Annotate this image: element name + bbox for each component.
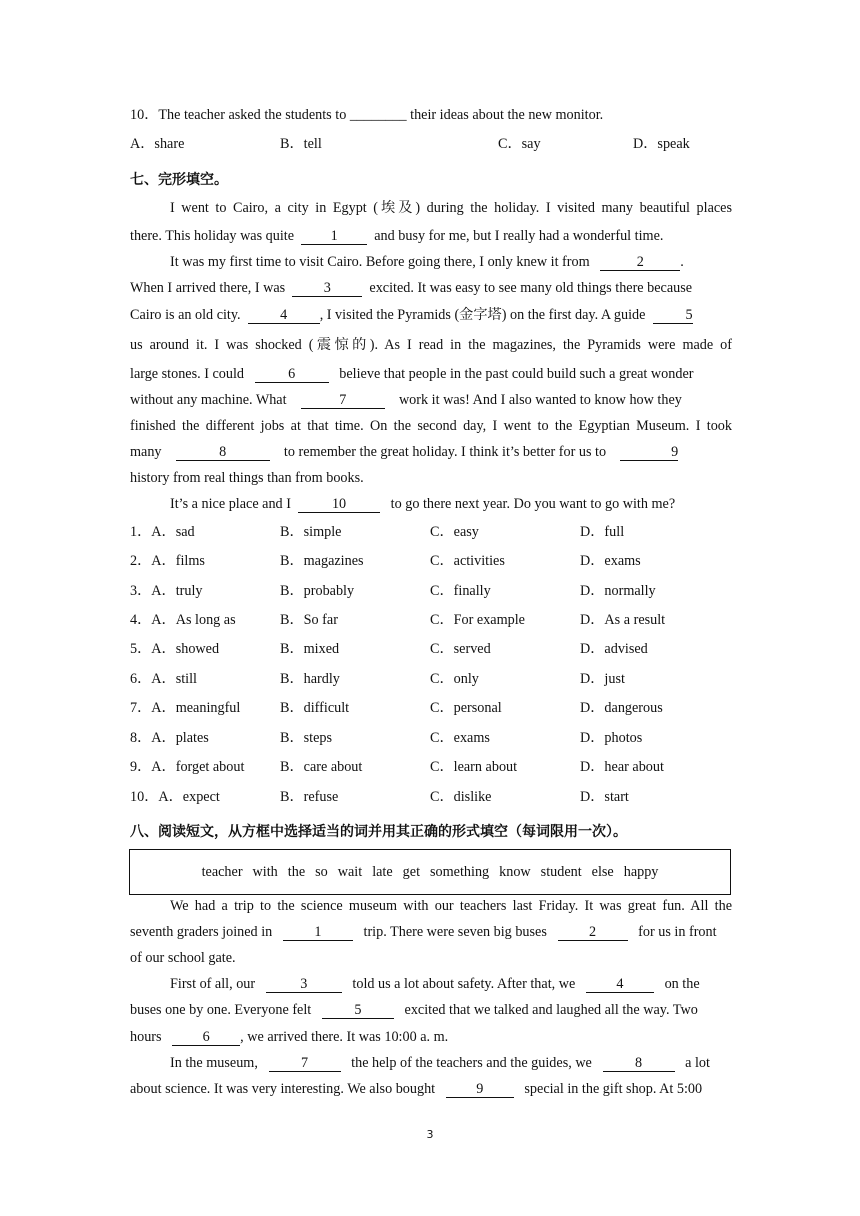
option-row-1-a: 1．A．sad — [130, 524, 195, 540]
word-bank-word: happy — [623, 863, 659, 880]
option-row-9-a: 9．A．forget about — [130, 759, 245, 775]
option-row-7-b: B．difficult — [280, 700, 350, 716]
passage-line: large stones. I could 6 believe that people in the past could build such a great wonder — [130, 366, 694, 382]
option-row-2-c: C．activities — [430, 553, 505, 569]
q10-option-c: C．say — [498, 136, 541, 152]
word-bank-word: student — [540, 863, 582, 880]
word-bank-word: know — [499, 863, 531, 880]
blank-8[interactable]: 8 — [176, 444, 270, 461]
passage-line: In the museum, 7 the help of the teachers and the guides, we 8 a lot — [170, 1055, 710, 1071]
blank-7[interactable]: 7 — [269, 1055, 341, 1072]
option-row-9-b: B．care about — [280, 759, 363, 775]
word-bank-word: wait — [337, 863, 363, 880]
blank-9[interactable]: 9 — [446, 1081, 514, 1098]
option-row-7-d: D．dangerous — [580, 700, 663, 716]
option-row-3-b: B．probably — [280, 583, 355, 599]
page-number: 3 — [426, 1128, 434, 1141]
word-bank-box — [129, 849, 731, 895]
option-row-1-c: C．easy — [430, 524, 479, 540]
option-row-6-d: D．just — [580, 671, 625, 687]
passage-line: I went to Cairo, a city in Egypt (埃及) during the holiday. I visited many beautiful places — [170, 200, 732, 216]
option-row-2-d: D．exams — [580, 553, 641, 569]
passage-line: finished the different jobs at that time. On the second day, I went to the Egyptian Museum. I took — [130, 418, 732, 434]
blank-5[interactable]: 5 — [322, 1002, 394, 1019]
option-row-5-b: B．mixed — [280, 641, 340, 657]
option-row-8-c: C．exams — [430, 730, 490, 746]
word-bank-word: else — [591, 863, 614, 880]
section-8-heading: 八、阅读短文，从方框中选择适当的词并用其正确的形式填空（每词限用一次）。 — [130, 824, 627, 840]
passage-line: hours 6 , we arrived there. It was 10:00 a. m. — [130, 1029, 449, 1045]
blank-1[interactable]: 1 — [301, 228, 367, 245]
option-row-10-d: D．start — [580, 789, 629, 805]
option-row-1-d: D．full — [580, 524, 625, 540]
passage-line: without any machine. What 7 work it was! And I also wanted to know how they — [130, 392, 682, 408]
word-bank-word: something — [430, 863, 490, 880]
option-row-3-d: D．normally — [580, 583, 656, 599]
blank-10[interactable]: 10 — [298, 496, 380, 513]
passage-line: When I arrived there, I was 3 excited. It was easy to see many old things there because — [130, 280, 693, 296]
option-row-5-d: D．advised — [580, 641, 648, 657]
option-row-4-b: B．So far — [280, 612, 338, 628]
blank-2[interactable]: 2 — [558, 924, 628, 941]
passage-line: It was my first time to visit Cairo. Before going there, I only knew it from 2 . — [170, 254, 684, 270]
blank-6[interactable]: 6 — [255, 366, 329, 383]
option-row-6-a: 6．A．still — [130, 671, 198, 687]
option-row-10-a: 10．A．expect — [130, 789, 220, 805]
question-10-stem: 10．The teacher asked the students to ________ their ideas about the new monitor. — [130, 107, 604, 123]
blank-2[interactable]: 2 — [600, 254, 680, 271]
option-row-3-a: 3．A．truly — [130, 583, 203, 599]
passage-line: history from real things than from books. — [130, 470, 364, 486]
option-row-10-c: C．dislike — [430, 789, 492, 805]
blank-5[interactable]: 5 — [653, 307, 693, 324]
option-row-9-d: D．hear about — [580, 759, 664, 775]
blank-4[interactable]: 4 — [248, 307, 320, 324]
passage-line: First of all, our 3 told us a lot about safety. After that, we 4 on the — [170, 976, 700, 992]
word-bank-word: the — [287, 863, 306, 880]
blank-4[interactable]: 4 — [586, 976, 654, 993]
word-bank-word: with — [252, 863, 278, 880]
option-row-1-b: B．simple — [280, 524, 342, 540]
q10-option-d: D．speak — [633, 136, 690, 152]
blank-8[interactable]: 8 — [603, 1055, 675, 1072]
passage-line: many 8 to remember the great holiday. I think it’s better for us to 9 — [130, 444, 679, 460]
blank-1[interactable]: 1 — [283, 924, 353, 941]
option-row-2-a: 2．A．films — [130, 553, 205, 569]
option-row-6-b: B．hardly — [280, 671, 340, 687]
option-row-4-c: C．For example — [430, 612, 525, 628]
option-row-8-d: D．photos — [580, 730, 643, 746]
option-row-8-b: B．steps — [280, 730, 333, 746]
q10-option-a: A．share — [130, 136, 185, 152]
option-row-9-c: C．learn about — [430, 759, 518, 775]
section-7-heading: 七、完形填空。 — [130, 172, 228, 188]
option-row-6-c: C．only — [430, 671, 479, 687]
passage-line: It’s a nice place and I 10 to go there next year. Do you want to go with me? — [170, 496, 676, 512]
option-row-2-b: B．magazines — [280, 553, 364, 569]
blank-3[interactable]: 3 — [266, 976, 342, 993]
passage-line: buses one by one. Everyone felt 5 excited that we talked and laughed all the way. Two — [130, 1002, 698, 1018]
option-row-4-d: D．As a result — [580, 612, 666, 628]
passage-line: about science. It was very interesting. We also bought 9 special in the gift shop. At 5:00 — [130, 1081, 703, 1097]
option-row-7-a: 7．A．meaningful — [130, 700, 241, 716]
passage-line: We had a trip to the science museum with our teachers last Friday. It was great fun. All the — [170, 898, 732, 914]
blank-9[interactable]: 9 — [620, 444, 678, 461]
option-row-7-c: C．personal — [430, 700, 502, 716]
word-bank-word: so — [315, 863, 328, 880]
option-row-4-a: 4．A．As long as — [130, 612, 236, 628]
passage-line: there. This holiday was quite 1 and busy for me, but I really had a wonderful time. — [130, 228, 664, 244]
passage-line: seventh graders joined in 1 trip. There were seven big buses 2 for us in front — [130, 924, 717, 940]
option-row-3-c: C．finally — [430, 583, 491, 599]
passage-line: us around it. I was shocked (震惊的). As I read in the magazines, the Pyramids were made of — [130, 337, 732, 353]
option-row-5-c: C．served — [430, 641, 491, 657]
blank-7[interactable]: 7 — [301, 392, 385, 409]
option-row-8-a: 8．A．plates — [130, 730, 209, 746]
passage-line: Cairo is an old city. 4 , I visited the Pyramids (金字塔) on the first day. A guide 5 — [130, 307, 693, 323]
blank-3[interactable]: 3 — [292, 280, 362, 297]
word-bank-word: late — [372, 863, 393, 880]
option-row-5-a: 5．A．showed — [130, 641, 220, 657]
word-bank-word: teacher — [201, 863, 243, 880]
option-row-10-b: B．refuse — [280, 789, 339, 805]
blank-6[interactable]: 6 — [172, 1029, 240, 1046]
word-bank-word: get — [402, 863, 421, 880]
passage-line: of our school gate. — [130, 950, 236, 966]
q10-option-b: B．tell — [280, 136, 322, 152]
